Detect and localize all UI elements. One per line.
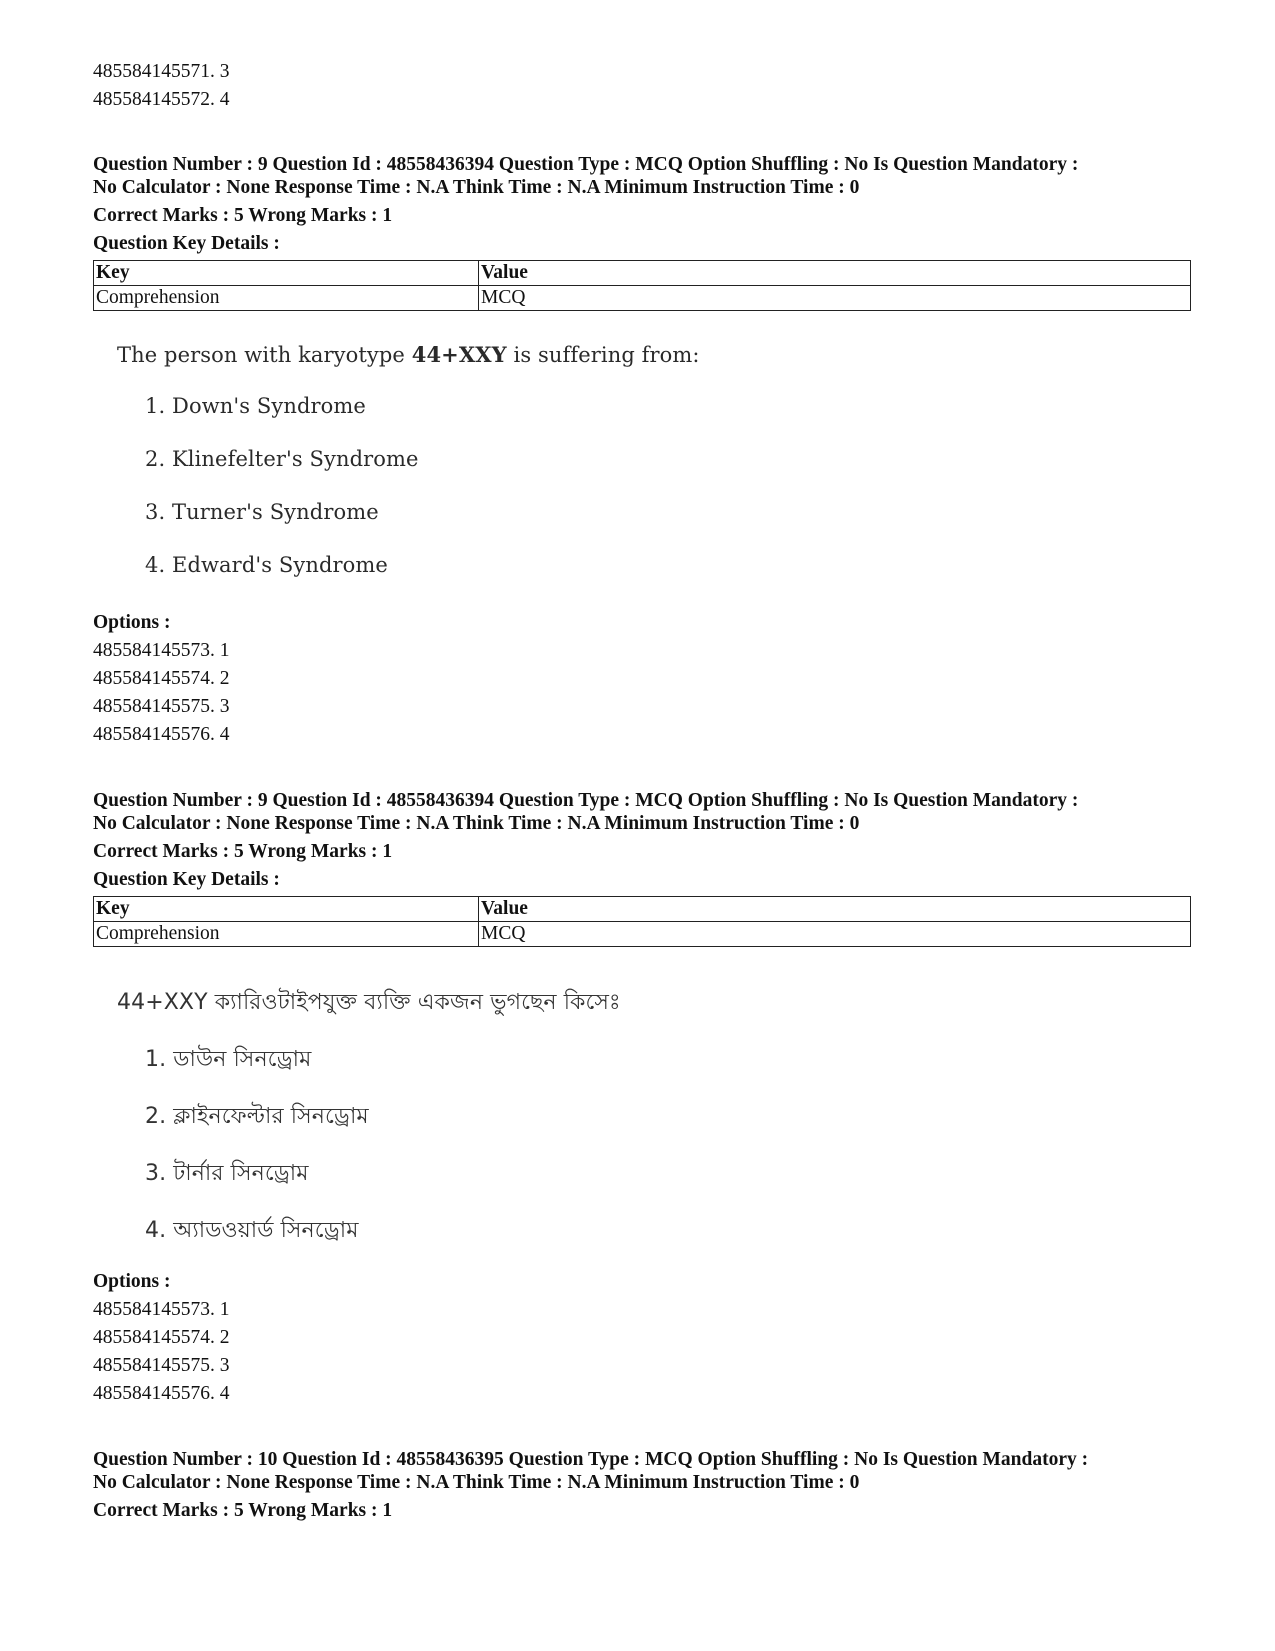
table-header-value: Value: [479, 897, 1191, 922]
question-header-line2: No Calculator : None Response Time : N.A Think Time : N.A Minimum Instruction Time : 0: [93, 813, 860, 834]
question-header-line2: No Calculator : None Response Time : N.A Think Time : N.A Minimum Instruction Time : 0: [93, 177, 860, 198]
question-choice: 3. টার্নার সিনড্রোম: [145, 1161, 309, 1186]
marks-line: Correct Marks : 5 Wrong Marks : 1: [93, 841, 393, 862]
key-details-table: [93, 896, 1191, 947]
marks-line: Correct Marks : 5 Wrong Marks : 1: [93, 205, 393, 226]
question-choice: 3. Turner's Syndrome: [145, 500, 379, 524]
marks-line: Correct Marks : 5 Wrong Marks : 1: [93, 1500, 393, 1521]
question-stem-karyotype: 44+XXY: [411, 342, 507, 367]
option-line: 485584145575. 3: [93, 1355, 230, 1376]
option-line: 485584145574. 2: [93, 668, 230, 689]
table-header-row: [94, 897, 1191, 922]
table-cell-value: MCQ: [479, 922, 1191, 947]
question-choice: 1. Down's Syndrome: [145, 394, 366, 418]
question-header-line2: No Calculator : None Response Time : N.A Think Time : N.A Minimum Instruction Time : 0: [93, 1472, 860, 1493]
key-details-table: [93, 260, 1191, 311]
options-label: Options :: [93, 1271, 171, 1292]
question-choice: 4. Edward's Syndrome: [145, 553, 388, 577]
table-cell-key: Comprehension: [94, 922, 479, 947]
option-line: 485584145574. 2: [93, 1327, 230, 1348]
question-stem-suffix: is suffering from:: [506, 343, 700, 367]
question-choice: 1. ডাউন সিনড্রোম: [145, 1047, 312, 1072]
table-cell-key: Comprehension: [94, 286, 479, 311]
table-header-value: Value: [479, 261, 1191, 286]
table-header-key: Key: [94, 897, 479, 922]
option-line: 485584145572. 4: [93, 89, 230, 110]
key-details-label: Question Key Details :: [93, 233, 280, 254]
option-line: 485584145576. 4: [93, 1383, 230, 1404]
table-row: [94, 286, 1191, 311]
table-row: [94, 922, 1191, 947]
question-header-line1: Question Number : 9 Question Id : 48558436394 Question Type : MCQ Option Shuffling : No Is Question Mandatory :: [93, 154, 1079, 175]
table-cell-value: MCQ: [479, 286, 1191, 311]
option-line: 485584145576. 4: [93, 724, 230, 745]
question-header-line1: Question Number : 9 Question Id : 48558436394 Question Type : MCQ Option Shuffling : No Is Question Mandatory :: [93, 790, 1079, 811]
question-choice: 2. Klinefelter's Syndrome: [145, 447, 419, 471]
option-line: 485584145573. 1: [93, 1299, 230, 1320]
question-choice: 2. ক্লাইনফেল্টার সিনড্রোম: [145, 1104, 369, 1129]
question-stem: 44+XXY ক্যারিওটাইপযুক্ত ব্যক্তি একজন ভুগছেন কিসেঃ: [117, 990, 621, 1015]
key-details-label: Question Key Details :: [93, 869, 280, 890]
option-line: 485584145573. 1: [93, 640, 230, 661]
option-line: 485584145575. 3: [93, 696, 230, 717]
option-line: 485584145571. 3: [93, 61, 230, 82]
table-header-row: [94, 261, 1191, 286]
question-stem-prefix: The person with karyotype: [117, 343, 412, 367]
question-choice: 4. অ্যাডওয়ার্ড সিনড্রোম: [145, 1218, 359, 1243]
question-stem: [117, 342, 700, 367]
options-label: Options :: [93, 612, 171, 633]
question-header-line1: Question Number : 10 Question Id : 48558436395 Question Type : MCQ Option Shuffling : No Is Question Mandatory :: [93, 1449, 1089, 1470]
table-header-key: Key: [94, 261, 479, 286]
